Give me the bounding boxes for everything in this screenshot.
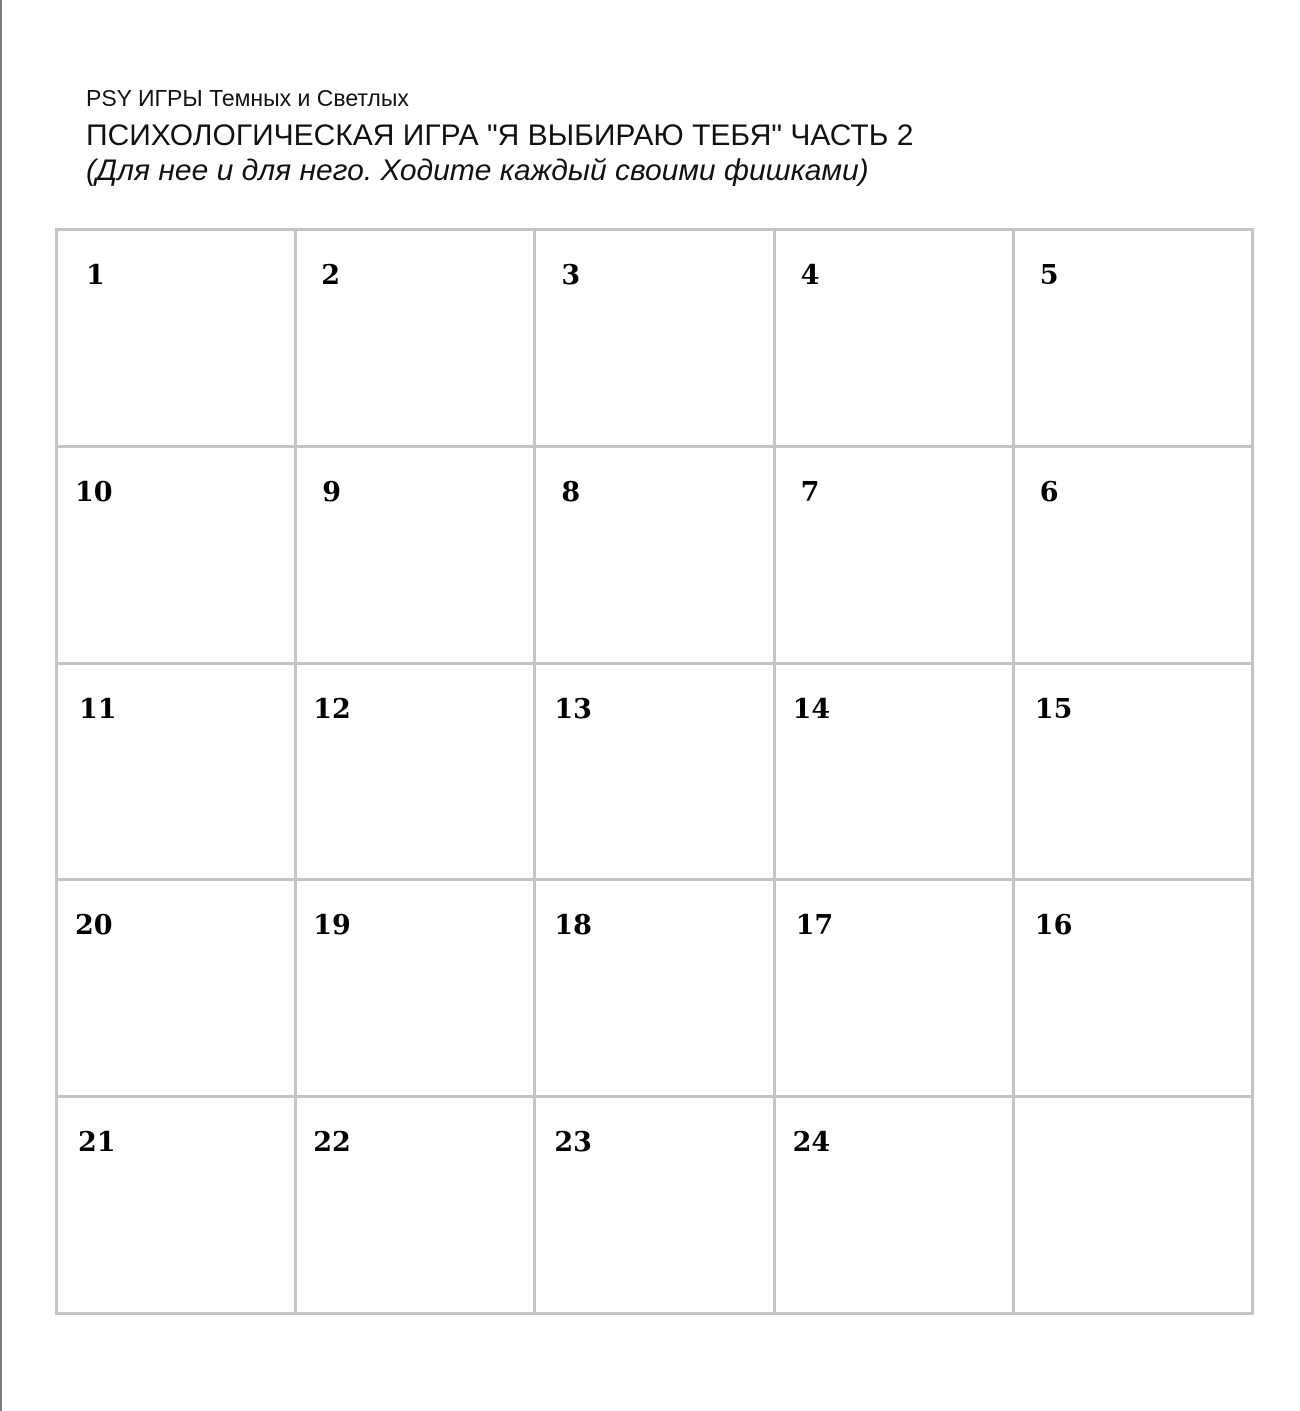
game-board [55,228,1254,1315]
page-title: ПСИХОЛОГИЧЕСКАЯ ИГРА "Я ВЫБИРАЮ ТЕБЯ" ЧАСТЬ 2 [86,119,914,152]
cell-number: 24 [792,1127,831,1159]
cell-number: 22 [313,1127,351,1159]
board-cell-23 [536,1098,775,1315]
board-cell-11 [58,665,297,882]
board-cell-14 [776,665,1015,882]
page-edge [0,0,2,1411]
cell-number: 18 [554,910,592,942]
board-cell-6 [1015,448,1254,665]
board-cell-15 [1015,665,1254,882]
board-cell-24 [776,1098,1015,1315]
page-header [86,84,1246,188]
cell-number: 15 [1034,693,1073,725]
cell-number: 11 [79,693,117,725]
board-cell-5 [1015,231,1254,448]
board-cell-3 [536,231,775,448]
cell-number: 2 [321,260,340,291]
cell-number: 12 [313,693,351,725]
board-cell-13 [536,665,775,882]
cell-number: 9 [322,476,341,508]
cell-number: 3 [561,260,581,291]
board-cell-1 [58,231,297,448]
cell-number: 23 [554,1127,592,1159]
cell-number: 21 [78,1127,116,1159]
page-subtitle: (Для нее и для него. Ходите каждый своими фишками) [86,154,869,187]
board-cell-8 [536,448,775,665]
board-cell-2 [297,231,536,448]
cell-number: 19 [313,910,351,942]
brand-line: PSY ИГРЫ Темных и Светлых [86,85,409,111]
cell-number: 14 [792,693,831,725]
cell-number: 8 [561,476,581,508]
cell-number: 1 [86,260,105,291]
board-cell-22 [297,1098,536,1315]
board-cell-21 [58,1098,297,1315]
cell-number: 10 [75,476,113,508]
cell-number: 5 [1039,260,1059,291]
cell-number: 16 [1034,910,1073,942]
cell-number: 6 [1039,476,1059,508]
cell-number: 13 [554,693,592,725]
board-cell-17 [776,881,1015,1098]
cell-number: 7 [800,476,820,508]
cell-number: 17 [795,910,834,942]
board-cell-7 [776,448,1015,665]
cell-number: 4 [800,260,820,291]
board-cell-16 [1015,881,1254,1098]
board-cell-empty [1015,1098,1254,1315]
board-cell-20 [58,881,297,1098]
board-cell-18 [536,881,775,1098]
board-cell-12 [297,665,536,882]
board-cell-4 [776,231,1015,448]
board-cell-9 [297,448,536,665]
cell-number: 20 [75,910,113,942]
board-cell-19 [297,881,536,1098]
board-cell-10 [58,448,297,665]
